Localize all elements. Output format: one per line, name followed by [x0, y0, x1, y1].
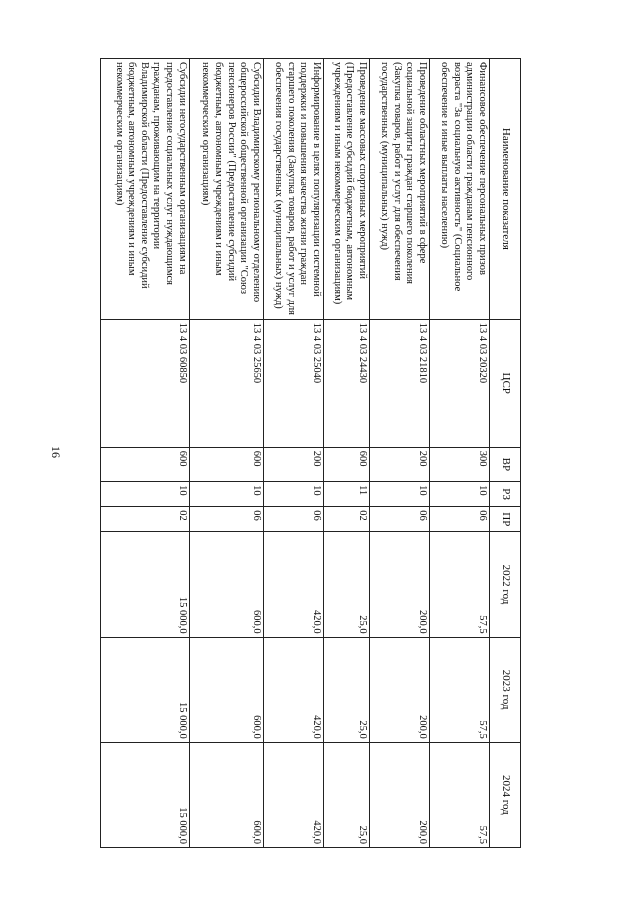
- row-rz: 10: [429, 482, 489, 507]
- table-row: [429, 59, 489, 848]
- row-name: Субсидии негосударственным организациям на предоставление социальных услуг нуждающимся гражданам, проживающим на территории Владимирской области (Предоставление субсидий бюджетным, автономным учреждениям и иным некоммерческим организациям): [101, 59, 190, 320]
- row-rz: 10: [369, 482, 429, 507]
- table-row: [323, 59, 369, 848]
- table-header-row: [490, 59, 521, 848]
- row-rz: 10: [263, 482, 323, 507]
- row-csr: 13 4 03 24430: [323, 319, 369, 447]
- row-2022: 200,0: [369, 532, 429, 637]
- row-rz: 11: [323, 482, 369, 507]
- row-name: Субсидии Владимирскому региональному отделению общероссийской общественной организации "Союз пенсионеров России" (Предоставление субсидий бюджетным, автономным учреждениям и иным некоммерческим организациям): [189, 59, 263, 320]
- row-2022: 600,0: [189, 532, 263, 637]
- row-vr: 600: [323, 447, 369, 481]
- row-2023: 600,0: [189, 637, 263, 742]
- header-rz: РЗ: [490, 482, 521, 507]
- row-rz: 10: [189, 482, 263, 507]
- row-2023: 420,0: [263, 637, 323, 742]
- row-2024: 57,5: [429, 742, 489, 847]
- row-vr: 600: [101, 447, 190, 481]
- row-pr: 06: [369, 507, 429, 532]
- table-row: [101, 59, 190, 848]
- header-csr: ЦСР: [490, 319, 521, 447]
- header-2022: 2022 год: [490, 532, 521, 637]
- row-2024: 25,0: [323, 742, 369, 847]
- row-2022: 420,0: [263, 532, 323, 637]
- header-2023: 2023 год: [490, 637, 521, 742]
- row-rz: 10: [101, 482, 190, 507]
- row-2023: 25,0: [323, 637, 369, 742]
- rotated-table-inner: [100, 58, 521, 848]
- row-name: Информирование в целях популяризации системной поддержки и повышения качества жизни граждан старшего поколения (Закупка товаров, работ и услуг для обеспечения государственных (муниципальных) нужд): [263, 59, 323, 320]
- budget-table: [100, 58, 521, 848]
- row-2024: 600,0: [189, 742, 263, 847]
- row-pr: 06: [429, 507, 489, 532]
- row-2024: 15 000,0: [101, 742, 190, 847]
- header-name: Наименование показателя: [490, 59, 521, 320]
- row-2023: 57,5: [429, 637, 489, 742]
- row-csr: 13 4 03 20320: [429, 319, 489, 447]
- row-pr: 06: [189, 507, 263, 532]
- row-2023: 15 000,0: [101, 637, 190, 742]
- row-vr: 200: [369, 447, 429, 481]
- row-csr: 13 4 03 60850: [101, 319, 190, 447]
- row-csr: 13 4 03 21810: [369, 319, 429, 447]
- row-csr: 13 4 03 25040: [263, 319, 323, 447]
- row-vr: 200: [263, 447, 323, 481]
- page-number: 16: [49, 446, 63, 458]
- row-csr: 13 4 03 25650: [189, 319, 263, 447]
- row-pr: 06: [263, 507, 323, 532]
- table-row: [263, 59, 323, 848]
- row-pr: 02: [323, 507, 369, 532]
- table-row: [189, 59, 263, 848]
- row-2023: 200,0: [369, 637, 429, 742]
- row-pr: 02: [101, 507, 190, 532]
- rotated-table-area: [100, 58, 521, 848]
- row-name: Финансовое обеспечение персональных призов администрации области гражданам пенсионного возраста "За социальную активность" (Социальное обеспечение и иные выплаты населению): [429, 59, 489, 320]
- row-2024: 200,0: [369, 742, 429, 847]
- row-2024: 420,0: [263, 742, 323, 847]
- row-2022: 15 000,0: [101, 532, 190, 637]
- row-vr: 300: [429, 447, 489, 481]
- row-vr: 600: [189, 447, 263, 481]
- row-name: Проведение массовых спортивных мероприятий (Предоставление субсидий бюджетным, автономным учреждениям и иным некоммерческим организациям): [323, 59, 369, 320]
- header-2024: 2024 год: [490, 742, 521, 847]
- header-pr: ПР: [490, 507, 521, 532]
- row-2022: 25,0: [323, 532, 369, 637]
- table-row: [369, 59, 429, 848]
- row-2022: 57,5: [429, 532, 489, 637]
- header-vr: ВР: [490, 447, 521, 481]
- row-name: Проведение областных мероприятий в сфере социальной защиты граждан старшего поколения (Закупка товаров, работ и услуг для обеспечения государственных (муниципальных) нужд): [369, 59, 429, 320]
